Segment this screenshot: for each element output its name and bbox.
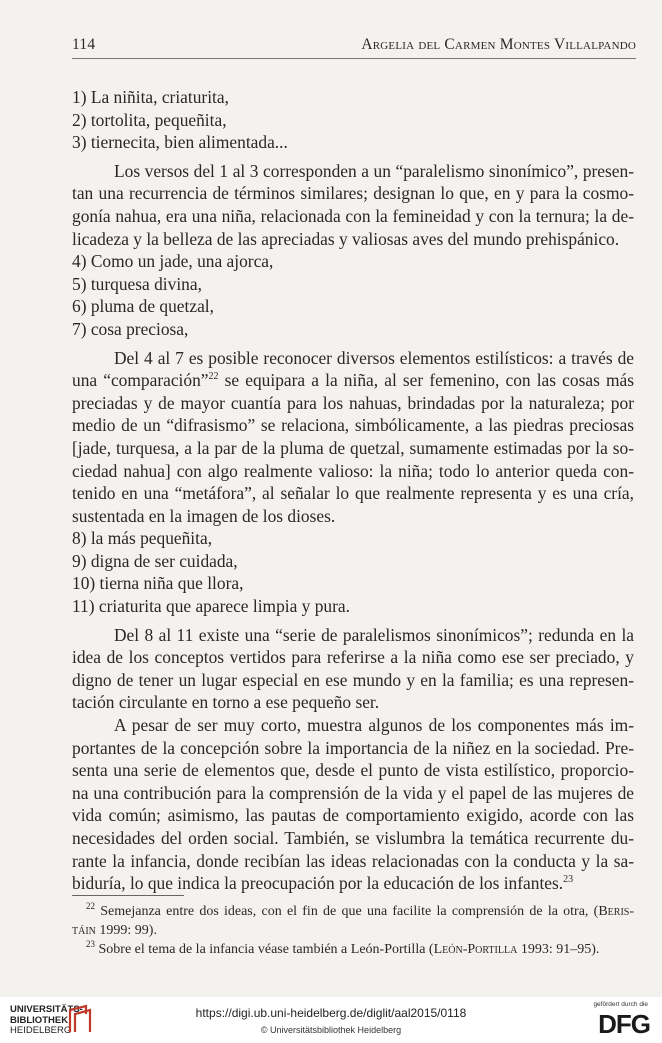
footnote-22: $^{22}$ Semejanza entre dos ideas, con el fin de que una facilite la comprensión de la otra, (Beris- [86,901,634,919]
funding-caption: gefördert durch die [593,1001,648,1008]
verse-line: 7) cosa preciosa, [72,318,189,339]
footnotes [72,902,634,959]
paragraph-line: ciedad nahua] con algo realmente valioso: la niña; todo lo anterior queda con- [72,460,634,481]
copyright-notice: © Universitätsbibliothek Heidelberg [260,1025,402,1035]
paragraph-line: rante la infancia, donde recibían las ideas relacionadas con la conducta y la sa- [72,850,634,871]
digitization-footer [0,997,662,1043]
paragraph-line: biduría, lo que indica la preocupación por la educación de los infantes.$^{23}$ [72,873,574,894]
paragraph-line: licadeza y la belleza de las apreciadas y valiosas aves del mundo prehispánico. [72,228,620,249]
paragraph-line: [jade, turquesa, a la par de la pluma de quetzal, sumamente estimadas por la so- [72,437,634,458]
footnote-divider [72,895,184,896]
verse-line: 8) la más pequeñita, [72,528,213,549]
paragraph-line: Del 4 al 7 es posible reconocer diversos elementos estilísticos: a través de [114,347,634,368]
paragraph-line: portantes de la concepción sobre la importancia de la niñez en la sociedad. Pre- [72,737,634,758]
verse-line: 5) turquesa divina, [72,273,202,294]
running-header [72,34,636,59]
footnote-ref-22: 22 [208,371,219,383]
library-logo: UNIVERSITÄTS- BIBLIOTHEK HEIDELBERG [10,1004,83,1036]
verse-line: 9) digna de ser cuidada, [72,550,238,571]
verse-line: 2) tortolita, pequeñita, [72,109,227,130]
page-number: 114 [72,36,96,53]
paragraph-line: medio de un “difrasismo” se relaciona, simbólicamente, a las piedras preciosas [72,415,634,436]
paragraph-line: vida común; asimismo, las pautas de comportamiento exigido, acorde con las [72,805,634,826]
verse-line: 6) pluma de quetzal, [72,296,214,317]
paragraph-line: una “comparación”$^{22}$ se equipara a la niña, al ser femenino, con las cosas más [72,370,635,391]
verse-line: 1) La niñita, criaturita, [72,87,229,107]
paragraph-line: tan una recurrencia de términos similares; designan lo que, en y para la cosmo- [72,183,634,204]
footnote-23: $^{23}$ Sobre el tema de la infancia véase también a León-Portilla (León-Portilla 1993: 91–95). [86,939,600,957]
paragraph-line: digno de tener un lugar especial en ese mundo y en la familia; es una represen- [72,669,634,690]
dfg-logo: DFG [598,1009,650,1039]
paragraph-line: A pesar de ser muy corto, muestra algunos de los componentes más im- [114,715,634,736]
footnote-ref-23: 23 [563,874,574,886]
verse-line: 11) criaturita que aparece limpia y pura. [72,596,350,617]
paragraph-line: idea de los conceptos vertidos para referirse a la niña como ese ser preciado, y [72,647,634,668]
permalink[interactable]: https://digi.ub.uni-heidelberg.de/diglit/aal2015/0118 [195,1006,467,1020]
verse-line: 10) tierna niña que llora, [72,573,244,594]
paragraph-line: preciadas y de mayor cuantía para los nahuas, brindadas por la naturaleza; por [72,392,634,413]
paragraph-line: Del 8 al 11 existe una “serie de paralelismos sinonímicos”; redunda en la [114,624,634,645]
page-body [72,86,634,895]
paragraph-line: Los versos del 1 al 3 corresponden a un “paralelismo sinonímico”, presen- [114,160,634,181]
paragraph-line: sustentada en la imagen de los dioses. [72,505,336,526]
paragraph-line: necesidades del orden social. También, se vislumbra la temática recurrente du- [72,828,634,848]
verse-line: 3) tiernecita, bien alimentada... [72,132,288,153]
paragraph-line: na una contribución para la comprensión de la vida y el papel de las mujeres de [72,782,634,803]
running-author: Argelia del Carmen Montes Villalpando [361,36,636,53]
paragraph-line: senta una serie de elementos que, desde el punto de vista estilístico, proporcio- [72,760,634,781]
paragraph-line: tenido en una “metáfora”, al señalar lo que realmente representa y es una cría, [72,483,634,504]
footnote-22-cont: táin 1999: 99). [72,923,157,938]
paragraph-line: tación circulante en torno a ese pequeño ser. [72,692,380,713]
paragraph-line: gonía nahua, era una niña, relacionada con la femineidad y con la ternura; la de- [72,205,634,226]
verse-line: 4) Como un jade, una ajorca, [72,251,274,272]
